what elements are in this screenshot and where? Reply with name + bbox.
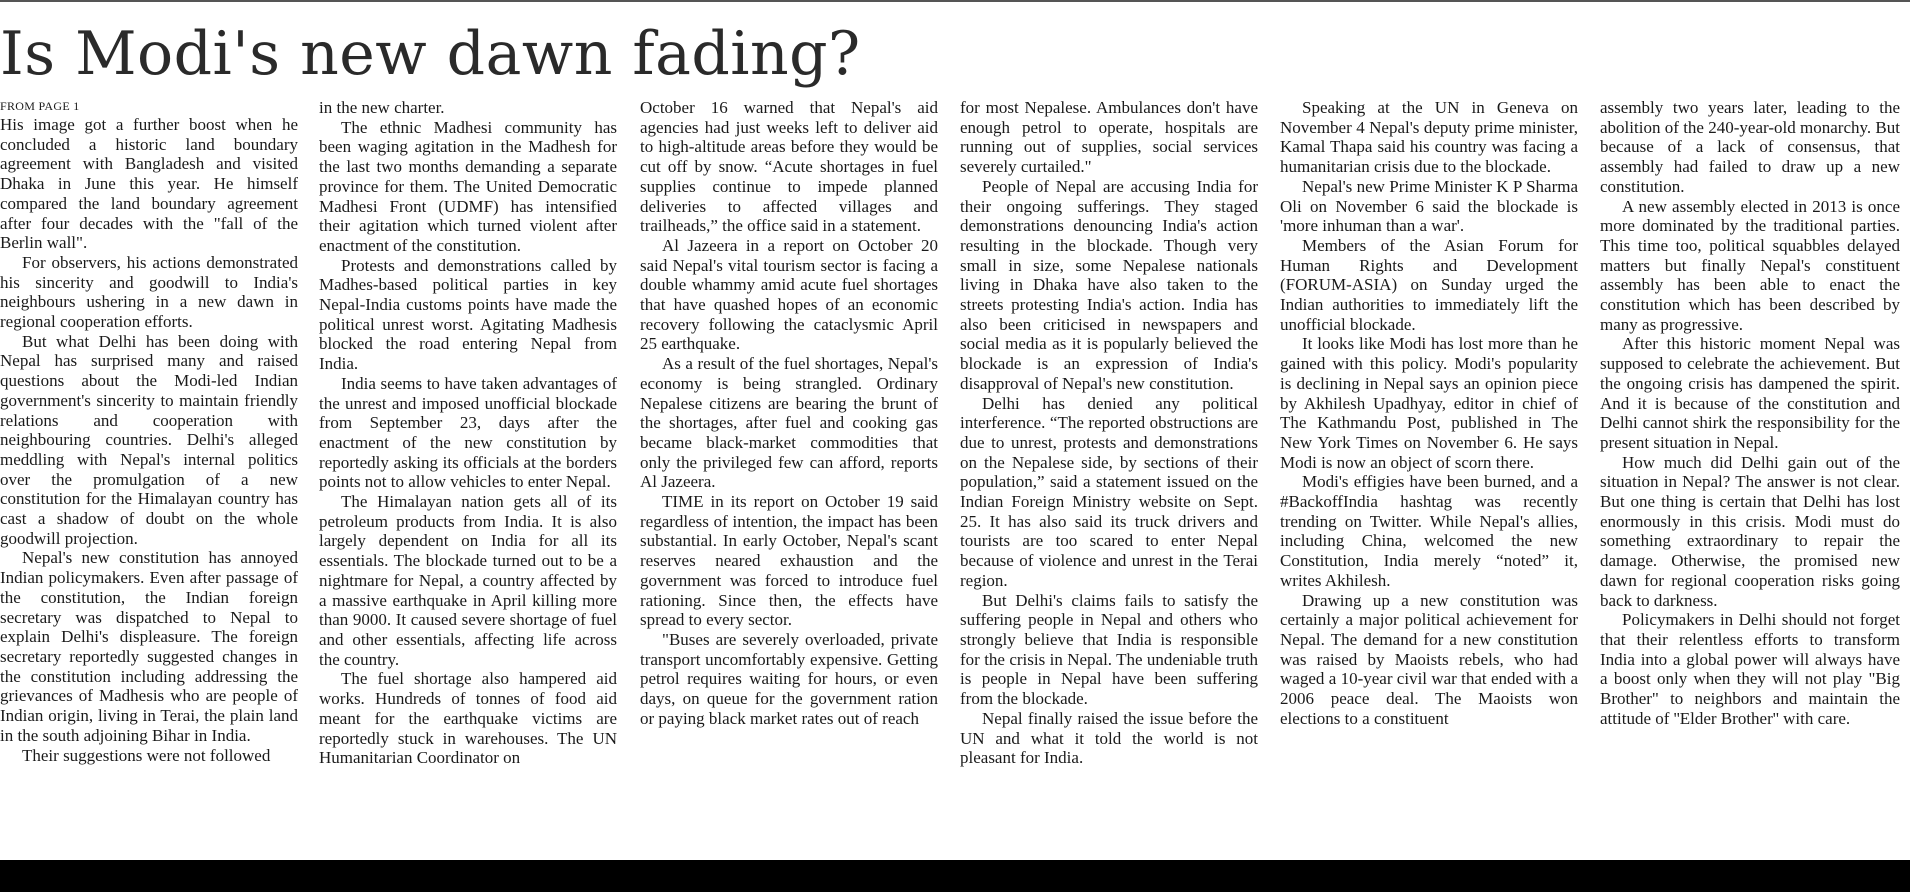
paragraph: But what Delhi has been doing with Nepal has surprised many and raised questions about the Modi-led Indian government's sincerity to maintain friendly relations and cooperation with neighbouring countries. Delhi's alleged meddling with Nepal's internal politics over the promulgation of a new constitution for the Himalayan country has cast a shadow of doubt on the whole goodwill projection. [0,331,298,548]
top-rule [0,0,1910,2]
headline: Is Modi's new dawn fading? [0,19,861,89]
paragraph: After this historic moment Nepal was supposed to celebrate the achievement. But the ongoing crisis has dampened the spirit. And it is because of the constitution and Delhi cannot shirk the responsibility for the present situation in Nepal. [1600,334,1900,452]
paragraph: The fuel shortage also hampered aid works. Hundreds of tonnes of food aid meant for the earthquake victims are reportedly stuck in warehouses. The UN Humanitarian Coordinator on [319,669,617,768]
paragraph: Their suggestions were not followed [22,745,271,765]
paragraph: in the new charter. [319,98,445,117]
bottom-band [0,860,1910,892]
paragraph: assembly two years later, leading to the abolition of the 240-year-old monarchy. But because of a lack of consensus, that assembly had failed to draw up a new constitution. [1600,98,1900,196]
paragraph: It looks like Modi has lost more than he gained with this policy. Modi's popularity is declining in Nepal says an opinion piece by Akhilesh Upadhyay, editor in chief of The Kathmandu Post, published in The New York Times on November 6. He says Modi is now an object of scorn there. [1280,334,1578,472]
paragraph: How much did Delhi gain out of the situation in Nepal? The answer is not clear. But one thing is certain that Delhi has lost enormously in this crisis. Modi must do something extraordinary to repair the damage. Otherwise, the promised new dawn for regional cooperation risks going back to darkness. [1600,452,1900,610]
paragraph: But Delhi's claims fails to satisfy the suffering people in Nepal and others who strongly believe that India is responsible for the crisis in Nepal. The undeniable truth is people in Nepal have been suffering from the blockade. [960,590,1258,709]
paragraph: The Himalayan nation gets all of its petroleum products from India. It is also largely dependent on India for all its essentials. The blockade turned out to be a nightmare for Nepal, a country affected by a massive earthquake in April killing more than 9000. It caused severe shortage of fuel and other essentials, affecting life across the country. [319,492,617,669]
article-column-5 [1280,98,1578,858]
continued-from-label: FROM PAGE 1 [0,99,80,113]
paragraph: Members of the Asian Forum for Human Rights and Development (FORUM-ASIA) on Sunday urged the Indian authorities to immediately lift the unofficial blockade. [1280,235,1578,334]
paragraph: Drawing up a new constitution was certainly a major political achievement for Nepal. The demand for a new constitution was raised by Maoists rebels, who had waged a 10-year civil war that ended with a 2006 peace deal. The Maoists won elections to a constituent [1280,590,1578,728]
article-column-2 [319,98,617,858]
paragraph: Al Jazeera in a report on October 20 said Nepal's vital tourism sector is facing a double whammy amid acute fuel shortages that have quashed hopes of an economic recovery following the cataclysmic April 25 earthquake. [640,235,938,354]
paragraph: A new assembly elected in 2013 is once more dominated by the traditional parties. This time too, political squabbles delayed matters but finally Nepal's constituent assembly has been able to enact the constitution which has been described by many as progressive. [1600,196,1900,334]
paragraph: Speaking at the UN in Geneva on November 4 Nepal's deputy prime minister, Kamal Thapa said his country was facing a humanitarian crisis due to the blockade. [1280,98,1578,177]
paragraph: October 16 warned that Nepal's aid agencies had just weeks left to deliver aid to high-altitude areas before they would be cut off by snow. “Acute shortages in fuel supplies continue to impede planned deliveries to affected villages and trailheads,” the office said in a statement. [640,98,938,236]
paragraph: As a result of the fuel shortages, Nepal's economy is being strangled. Ordinary Nepalese citizens are bearing the brunt of the shortages, after fuel and cooking gas became black-market commodities that only the privileged few can afford, reports Al Jazeera. [640,354,938,492]
article-column-3 [640,98,938,858]
article-column-1 [0,98,298,858]
paragraph: People of Nepal are accusing India for their ongoing sufferings. They staged demonstrations denouncing India's action resulting in the blockade. Though very small in size, some Nepalese nationals living in Dhaka have also taken to the streets protesting India's action. India has also been criticised in newspapers and social media as it is popularly believed the blockade is an expression of India's disapproval of Nepal's new constitution. [960,176,1258,393]
paragraph: The ethnic Madhesi community has been waging agitation in the Madhesh for the last two months demanding a separate province for them. The United Democratic Madhesi Front (UDMF) has intensified their agitation which turned violent after enactment of the constitution. [319,117,617,255]
paragraph: Protests and demonstrations called by Madhes-based political parties in key Nepal-India customs points have made the political unrest worst. Agitating Madhesis blocked the road entering Nepal from India. [319,255,617,374]
paragraph: TIME in its report on October 19 said regardless of intention, the impact has been substantial. In early October, Nepal's scant reserves neared exhaustion and the government was forced to introduce fuel rationing. Since then, the effects have spread to every sector. [640,492,938,630]
paragraph: Policymakers in Delhi should not forget that their relentless efforts to transform India into a global power will always have a boost only when they will not play "Big Brother" to neighbors and maintain the attitude of ''Elder Brother'' with care. [1600,610,1900,728]
paragraph: Nepal finally raised the issue before the UN and what it told the world is not pleasant for India. [960,708,1258,768]
paragraph: For observers, his actions demonstrated his sincerity and goodwill to India's neighbours ushering in a new dawn in regional cooperation efforts. [0,252,298,332]
article-column-6 [1600,98,1900,858]
paragraph: Modi's effigies have been burned, and a #BackoffIndia hashtag was recently trending on Twitter. While Nepal's allies, including China, welcomed the new Constitution, India merely “noted” it, writes Akhilesh. [1280,472,1578,590]
paragraph: for most Nepalese. Ambulances don't have enough petrol to operate, hospitals are running out of supplies, social services severely curtailed." [960,98,1258,177]
paragraph: Nepal's new Prime Minister K P Sharma Oli on November 6 said the blockade is 'more inhuman than a war'. [1280,176,1578,236]
paragraph: His image got a further boost when he concluded a historic land boundary agreement with Bangladesh and visited Dhaka in June this year. He himself compared the land boundary agreement after four decades with the "fall of the Berlin wall". [0,115,298,253]
paragraph: Nepal's new constitution has annoyed Indian policymakers. Even after passage of the constitution, the Indian foreign secretary was dispatched to Nepal to explain Delhi's displeasure. The foreign secretary reportedly suggested changes in the constitution including addressing the grievances of Madhesis who are people of Indian origin, living in Terai, the plain land in the south adjoining Bihar in India. [0,548,298,745]
article-column-4 [960,98,1258,858]
paragraph: India seems to have taken advantages of the unrest and imposed unofficial blockade from September 23, days after the enactment of the new constitution by reportedly asking its officials at the borders points not to allow vehicles to enter Nepal. [319,373,617,492]
paragraph: Delhi has denied any political interference. “The reported obstructions are due to unrest, protests and demonstrations on the Nepalese side, by sections of their population,” said a statement issued on the Indian Foreign Ministry website on Sept. 25. It has also said its truck drivers and tourists are too scared to enter Nepal because of violence and unrest in the Terai region. [960,393,1258,590]
paragraph: "Buses are severely overloaded, private transport uncomfortably expensive. Getting petrol requires waiting for hours, or even days, on queue for the government ration or paying black market rates out of reach [640,629,938,728]
